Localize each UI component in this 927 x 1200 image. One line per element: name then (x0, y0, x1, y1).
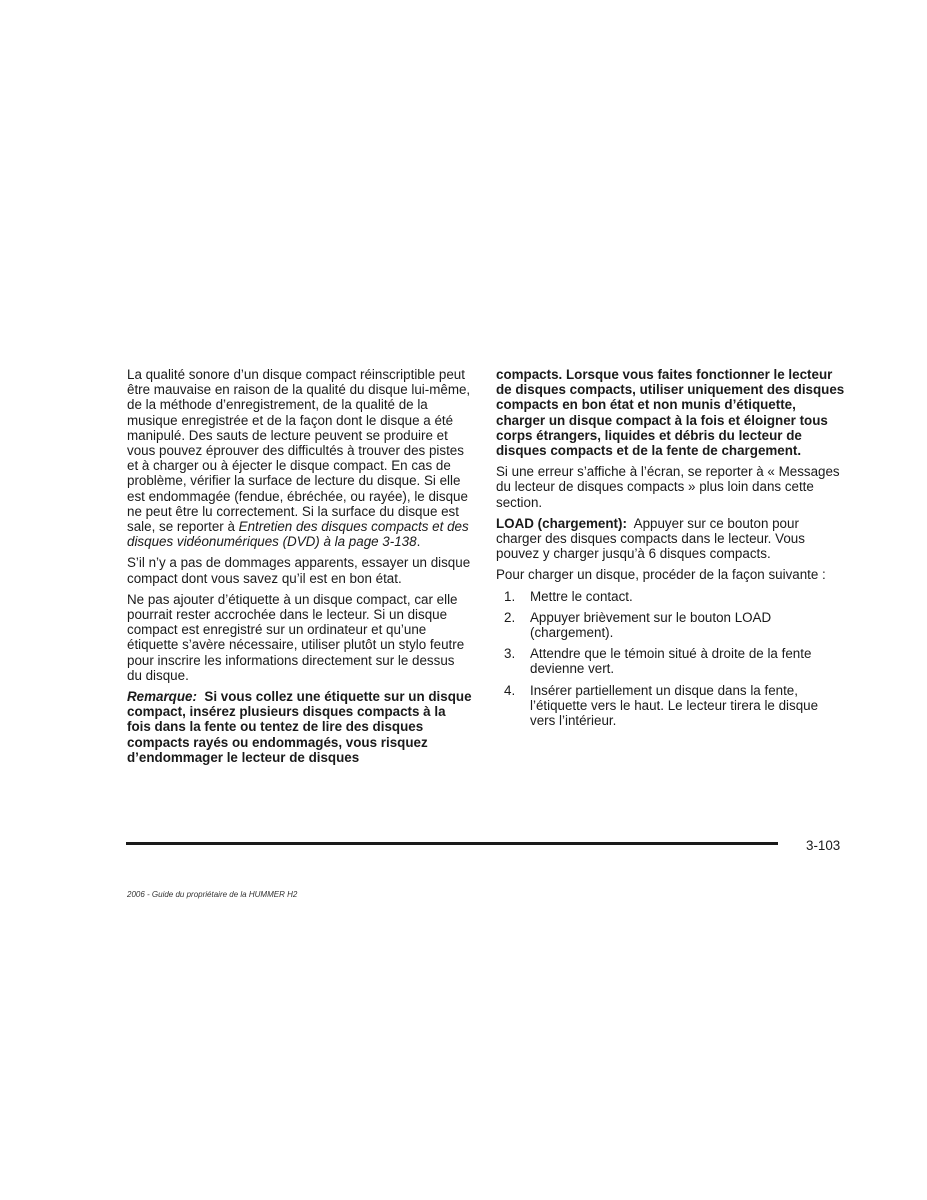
paragraph-error: Si une erreur s’affiche à l’écran, se reporter à « Messages du lecteur de disques compacts » plus loin dans cette section. (496, 464, 840, 510)
note-text: Si vous collez une étiquette sur un disque compact, insérez plusieurs disques compacts à la fois dans la fente ou tentez de lire des disques compacts rayés ou endommagés, vous risquez d’endommager le lecteur de disques (127, 689, 472, 765)
list-item: 3. Attendre que le témoin situé à droite de la fente devienne vert. (504, 646, 812, 677)
right-column (496, 367, 846, 734)
paragraph-no-damage: S’il n’y a pas de dommages apparents, essayer un disque compact dont vous savez qu’il est en bon état. (127, 555, 471, 586)
footer-rule (126, 842, 778, 845)
steps-list (496, 589, 846, 729)
list-item: 1. Mettre le contact. (504, 588, 633, 604)
list-item: 4. Insérer partiellement un disque dans la fente, l’étiquette vers le haut. Le lecteur tirera le disque vers l’intérieur. (504, 682, 819, 729)
page-number: 3-103 (806, 838, 841, 853)
note-paragraph (127, 689, 472, 765)
list-item: 2. Appuyer brièvement sur le bouton LOAD (chargement). (504, 609, 772, 641)
procedure-intro: Pour charger un disque, procéder de la façon suivante : (496, 567, 826, 583)
paragraph-labels: Ne pas ajouter d’étiquette à un disque compact, car elle pourrait rester accrochée dans le lecteur. Si un disque compact est enregistré sur un ordinateur et qu’une étiquette s’avère nécessaire, utiliser plutôt un stylo feutre pour inscrire les informations directement sur le dessus du disque. (127, 591, 465, 683)
paragraph-cd-quality: La qualité sonore d’un disque compact réinscriptible peut être mauvaise en raison de la qualité du disque lui-même, de la méthode d’enregistrement, de la qualité de la musique enregistrée et de la façon dont le disque a été manipulé. Des sauts de lecture peuvent se produire et vous pouvez éprouver des difficultés à trouver des pistes et à charger ou à éjecter le disque compact. En cas de problème, vérifier la surface de lecture du disque. Si elle est endommagée (fendue, ébréchée, ou rayée), le disque ne peut être lu correctement. Si la surface du disque est sale, se reporter à Entretien des disques compacts et des disques vidéonumériques (DVD) à la page 3-138. (127, 367, 471, 550)
load-label: LOAD (chargement): (496, 515, 627, 531)
cross-reference-link[interactable]: Entretien des disques compacts et des disques vidéonumériques (DVD) à la page 3-138 (127, 519, 469, 550)
footer-text: 2006 - Guide du propriétaire de la HUMMER H2 (127, 890, 298, 899)
note-continued: compacts. Lorsque vous faites fonctionner le lecteur de disques compacts, utiliser uniquement des disques compacts en bon état et non munis d’étiquette, charger un disque compact à la fois et éloigner tous corps étrangers, liquides et débris du lecteur de disques compacts et de la fente de chargement. (496, 367, 845, 459)
left-column (127, 367, 472, 771)
paragraph-load (496, 516, 846, 562)
load-text: Appuyer sur ce bouton pour charger des disques compacts dans le lecteur. Vous pouvez y charger jusqu’à 6 disques compacts. (496, 515, 805, 562)
note-label: Remarque: (127, 689, 197, 705)
